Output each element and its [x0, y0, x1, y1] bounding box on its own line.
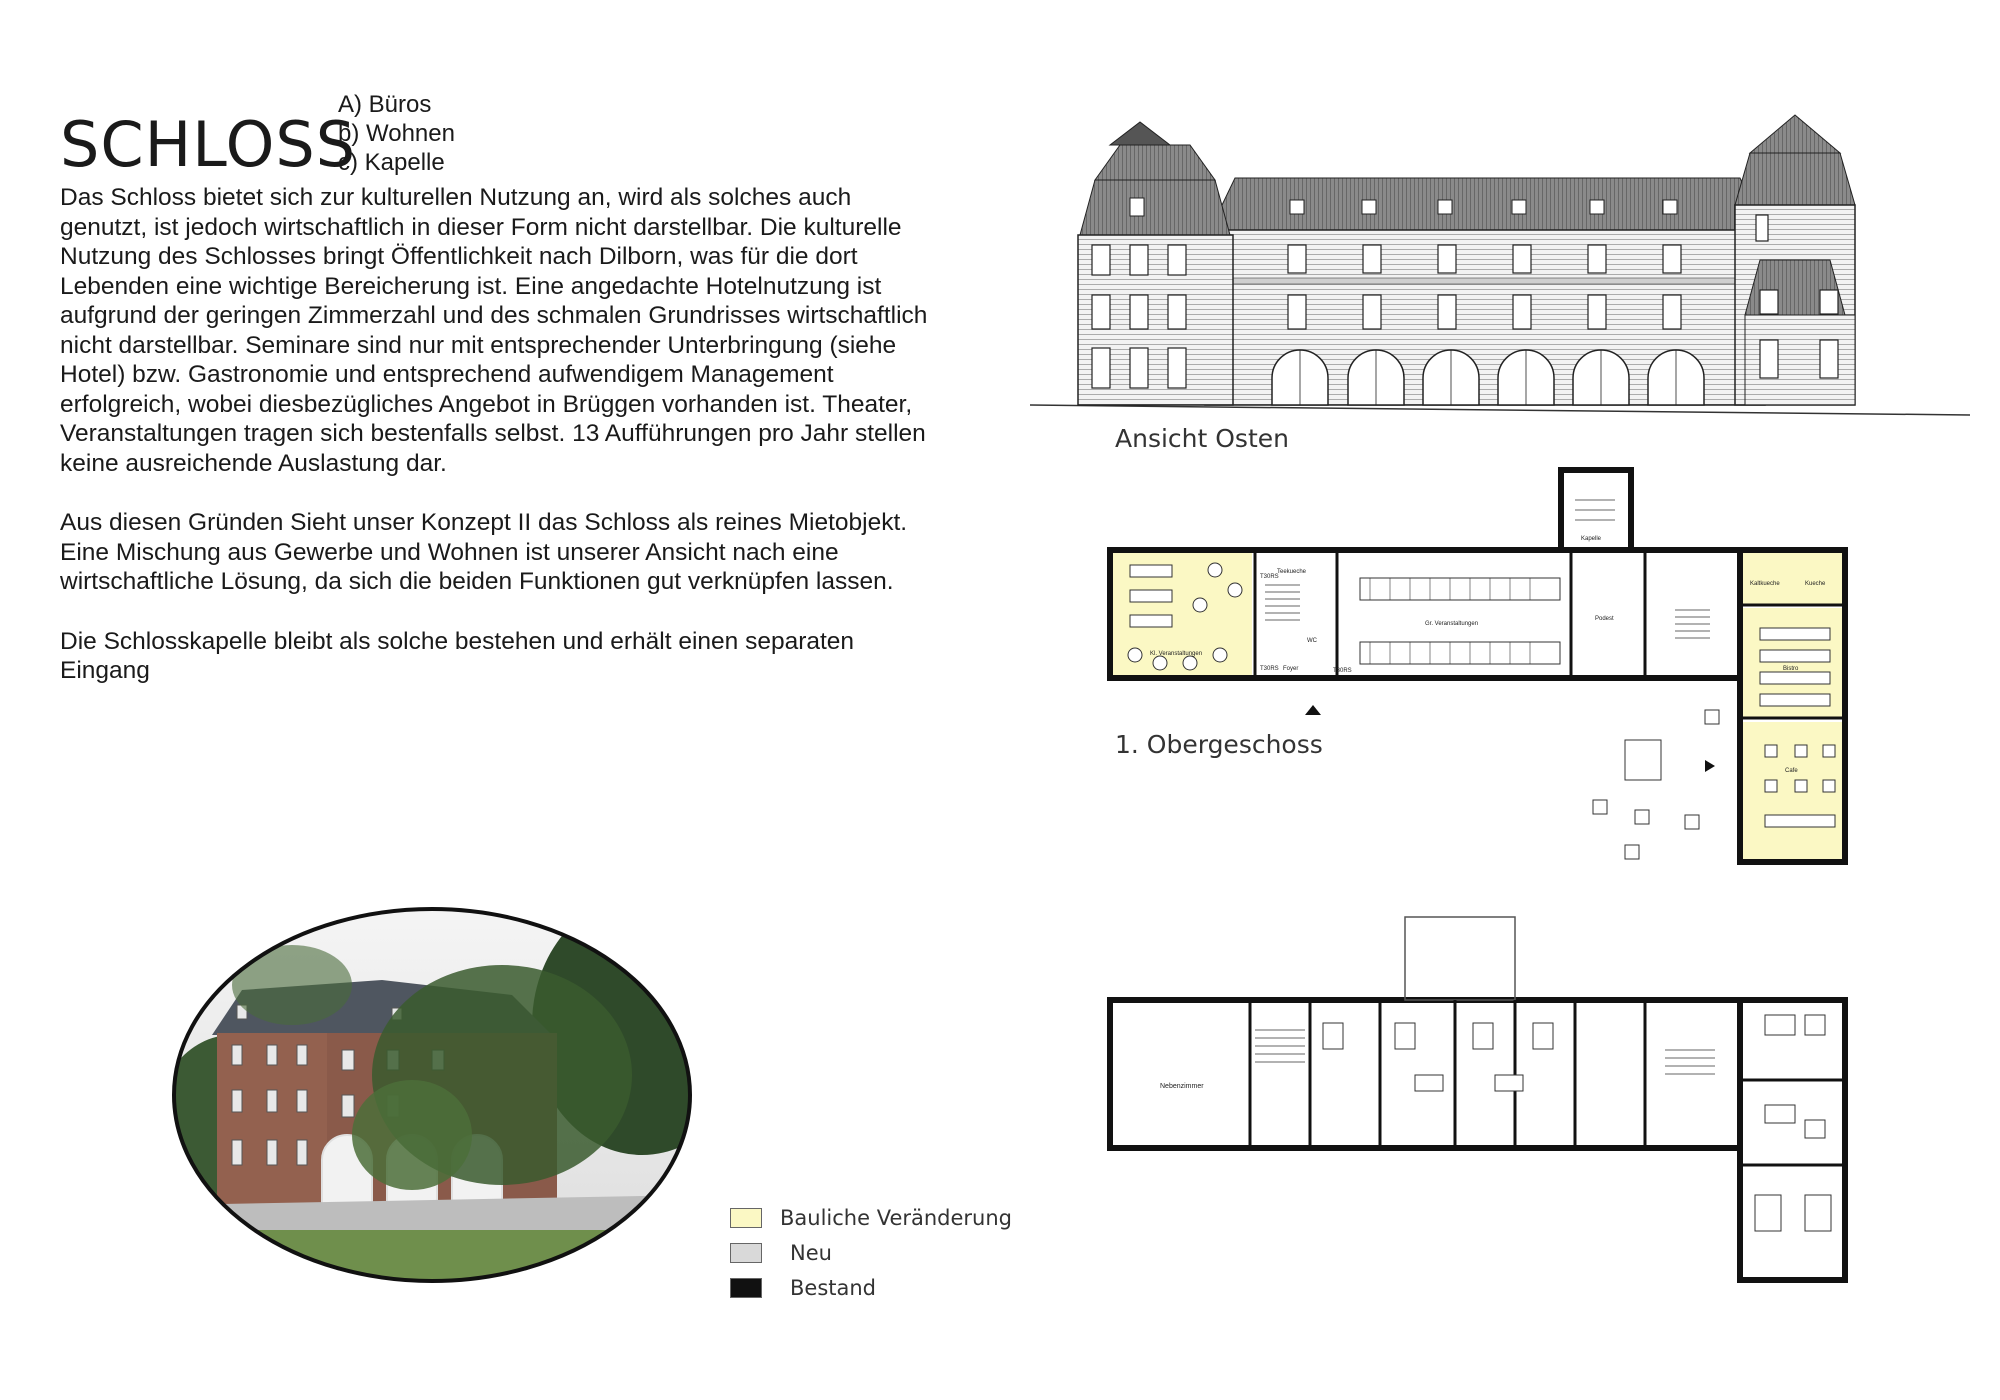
label-t30rs-1: T30RS — [1260, 574, 1279, 580]
caption-east-elevation: Ansicht Osten — [1115, 424, 1289, 453]
label-bistro: Bistro — [1783, 666, 1799, 672]
page-title: SCHLOSS — [60, 108, 357, 181]
use-item-bueros: A) Büros — [338, 91, 432, 118]
caption-first-floor: 1. Obergeschoss — [1115, 730, 1323, 759]
legend-swatch-grey — [730, 1243, 762, 1263]
use-item-wohnen: b) Wohnen — [338, 120, 455, 147]
legend-item-bestand: Bestand — [730, 1277, 876, 1299]
body-text — [60, 183, 940, 716]
legend-swatch-black — [730, 1278, 762, 1298]
label-t30rs-3: T30RS — [1333, 668, 1352, 674]
uses-list — [338, 90, 455, 177]
castle-photo — [172, 905, 692, 1285]
legend-swatch-yellow — [730, 1208, 762, 1228]
label-nebenzimmer: Nebenzimmer — [1160, 1083, 1204, 1090]
label-t30rs-2: T30RS — [1260, 666, 1279, 672]
floor-plan-upper — [1105, 460, 1885, 880]
label-kueche: Kueche — [1805, 581, 1826, 587]
label-kaltkueche: Kaltkueche — [1750, 581, 1780, 587]
paragraph-intro: Das Schloss bietet sich zur kulturellen Nutzung an, wird als solches auch genutzt, ist jedoch wirtschaftlich in dieser Form nicht darstellbar. Die kulturelle Nutzung des Schlosses bringt Öffentlichkeit nach Dilborn, was für die dort Lebenden eine wichtige Bereicherung ist. Eine angedachte Hotelnutzung ist aufgrund der geringen Zimmerzahl und des schmalen Grundrisses wirtschaftlich nicht darstellbar. Seminare sind nur mit entsprechender Unterbringung (siehe Hotel) bzw. Gastronomie und entsprechend aufwendigem Management erfolgreich, wobei diesbezügliches Angebot in Brüggen vorhanden ist. Theater, Veranstaltungen tragen sich bestenfalls selbst. 13 Aufführungen pro Jahr stellen keine ausreichende Auslastung dar. — [60, 184, 928, 477]
legend-item-neu: Neu — [730, 1242, 832, 1264]
label-teekueche: Teekueche — [1277, 569, 1307, 575]
paragraph-chapel: Die Schlosskapelle bleibt als solche bestehen und erhält einen separaten Eingang — [60, 627, 855, 684]
use-item-kapelle: c) Kapelle — [338, 149, 445, 176]
label-kl-veranstaltungen: Kl. Veranstaltungen — [1150, 651, 1203, 657]
paragraph-concept: Aus diesen Gründen Sieht unser Konzept II das Schloss als reines Mietobjekt. Eine Mischung aus Gewerbe und Wohnen ist unserer Ansicht nach eine wirtschaftliche Lösung, da sich die beiden Funktionen gut verknüpfen lassen. — [60, 509, 908, 595]
label-podest: Podest — [1595, 616, 1614, 622]
label-foyer: Foyer — [1283, 666, 1299, 672]
label-gr-veranstaltungen: Gr. Veranstaltungen — [1425, 621, 1479, 627]
floor-plan-lower — [1105, 905, 1885, 1295]
label-kapelle: Kapelle — [1581, 536, 1602, 542]
legend-item-bauliche-veraenderung: Bauliche Veränderung — [730, 1207, 1012, 1229]
label-wc: WC — [1307, 638, 1317, 644]
east-elevation-drawing — [1030, 100, 1980, 440]
label-cafe: Cafe — [1785, 768, 1798, 774]
